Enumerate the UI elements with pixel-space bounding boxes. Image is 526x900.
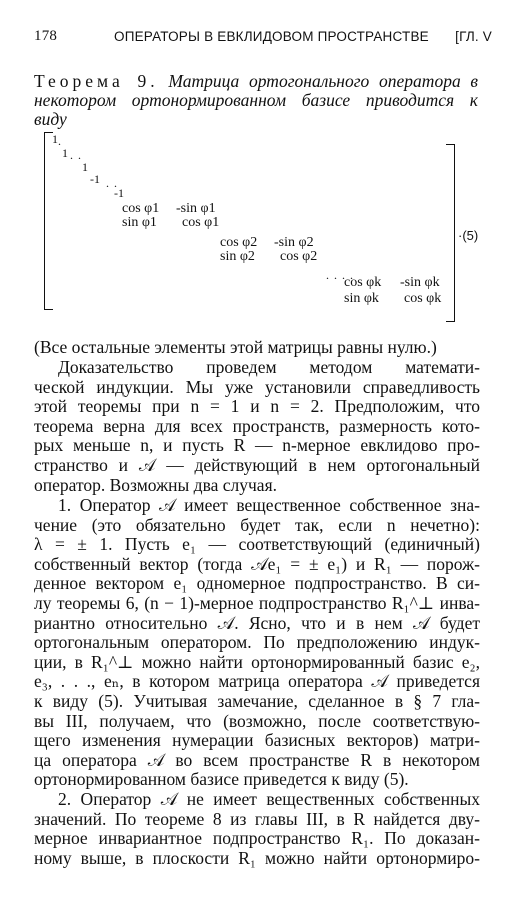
matrix-dots: . bbox=[58, 134, 62, 148]
proof-line: странство и 𝒜 — действующий в нем ортогональный bbox=[34, 454, 480, 475]
case1-line: ции, в R₁^⊥ можно найти ортонормированный базис e₂, bbox=[34, 651, 480, 672]
case1-line: щего изменения нумерации базисных векторов) матри- bbox=[34, 730, 480, 751]
matrix-dots: . . bbox=[70, 148, 82, 162]
matrix-blockk-sin: sin φk bbox=[344, 291, 379, 306]
theorem-label: Теорема 9. bbox=[34, 71, 159, 91]
matrix-block1-cos2: cos φ1 bbox=[182, 215, 220, 230]
proof-line: рых меньше n, и пусть R — n-мерное евклидово про- bbox=[34, 435, 480, 456]
matrix-diag-entry: 1 bbox=[52, 132, 58, 146]
matrix-block1-cos: cos φ1 bbox=[122, 201, 160, 216]
case1-line: к виду (5). Учитывая замечание, сделанное в § 7 гла- bbox=[34, 690, 480, 711]
case2-paragraph bbox=[34, 790, 480, 868]
theorem-text-2: некотором ортонормированном базисе приводится к bbox=[34, 90, 478, 110]
running-title: ОПЕРАТОРЫ В ЕВКЛИДОВОМ ПРОСТРАНСТВЕ bbox=[114, 29, 429, 44]
case1-line: риантно относительно 𝒜. Ясно, что и в нем 𝒜 будет bbox=[34, 612, 480, 633]
matrix-block2-cos2: cos φ2 bbox=[280, 249, 318, 264]
case1-line: ортонормированном базисе приведется к виду (5). bbox=[34, 769, 409, 790]
proof-line: этой теоремы при n = 1 и n = 2. Предположим, что bbox=[34, 396, 480, 417]
case2-line: мерное инвариантное подпространство R₁. По доказан- bbox=[34, 828, 480, 849]
orthogonal-matrix bbox=[40, 130, 479, 330]
matrix-block2-sin: sin φ2 bbox=[220, 249, 255, 264]
case1-line: денное вектором e₁ одномерное подпространство. В си- bbox=[34, 573, 480, 594]
case1-line: 1. Оператор 𝒜 имеет вещественное собственное зна- bbox=[58, 495, 480, 515]
matrix-diag-entry: -1 bbox=[90, 172, 100, 186]
theorem-statement bbox=[34, 72, 478, 129]
case2-line: 2. Оператор 𝒜 не имеет вещественных собственных bbox=[58, 789, 480, 809]
matrix-left-bracket bbox=[44, 132, 53, 310]
page-number: 178 bbox=[34, 28, 58, 44]
matrix-blockk-msin: -sin φk bbox=[400, 275, 440, 290]
case1-line: e₃, . . ., eₙ, в котором матрица оператора 𝒜 приведется bbox=[34, 671, 480, 692]
matrix-dots: . . . . bbox=[326, 268, 354, 282]
matrix-block2-cos: cos φ2 bbox=[220, 235, 258, 250]
proof-paragraph bbox=[34, 358, 480, 495]
matrix-block1-sin: sin φ1 bbox=[122, 215, 157, 230]
case1-line: ортогональным оператором. По предположению индук- bbox=[34, 632, 480, 653]
theorem-line-3 bbox=[34, 110, 478, 129]
matrix-blockk-cos: cos φk bbox=[344, 275, 382, 290]
matrix-block1-msin: -sin φ1 bbox=[176, 201, 216, 216]
matrix-right-bracket bbox=[446, 144, 455, 322]
matrix-diag-entry: 1 bbox=[82, 160, 88, 174]
case1-line: чение (это обязательно будет так, если n нечетно): bbox=[34, 514, 480, 535]
running-header bbox=[34, 28, 492, 50]
case1-line: ца оператора 𝒜 во всем пространстве R в некотором bbox=[34, 749, 480, 770]
theorem-text-3: виду bbox=[34, 109, 67, 129]
case2-line: значений. По теореме 8 из главы III, в R найдется дву- bbox=[34, 808, 480, 829]
matrix-blockk-cos2: cos φk bbox=[404, 291, 442, 306]
note-line: (Все остальные элементы этой матрицы равны нулю.) bbox=[34, 337, 437, 357]
theorem-line-2 bbox=[34, 91, 478, 110]
equation-number: ·(5) bbox=[458, 228, 479, 243]
case1-line: собственный вектор (тогда 𝒜e₁ = ± e₁) и R₁ — порож- bbox=[34, 553, 480, 574]
case2-line: ному выше, в плоскости R₁ можно найти ортонормиро- bbox=[34, 847, 480, 868]
theorem-text-1: Матрица ортогонального оператора в bbox=[168, 71, 479, 91]
proof-line: теорема верна для всех пространств, размерность кото- bbox=[34, 415, 480, 436]
matrix-diag-entry: -1 bbox=[114, 186, 124, 200]
proof-line: оператор. Возможны два случая. bbox=[34, 474, 278, 495]
matrix-block2-msin: -sin φ2 bbox=[274, 235, 314, 250]
theorem-line-1 bbox=[34, 72, 478, 91]
case1-line: λ = ± 1. Пусть e₁ — соответствующий (единичный) bbox=[34, 534, 480, 555]
case1-paragraph bbox=[34, 496, 480, 790]
matrix-note bbox=[34, 338, 480, 358]
proof-line: Доказательство проведем методом математи- bbox=[58, 357, 480, 377]
proof-line: ческой индукции. Мы уже установили справедливость bbox=[34, 376, 480, 397]
case1-line: лу теоремы 6, (n − 1)-мерное подпространство R₁^⊥ инва- bbox=[34, 592, 480, 613]
chapter-label: [ГЛ. V bbox=[455, 29, 492, 44]
matrix-diag-entry: 1 bbox=[62, 146, 68, 160]
matrix-dots: . . bbox=[106, 176, 118, 190]
case1-line: вы III, получаем, что (возможно, после соответствую- bbox=[34, 710, 480, 731]
